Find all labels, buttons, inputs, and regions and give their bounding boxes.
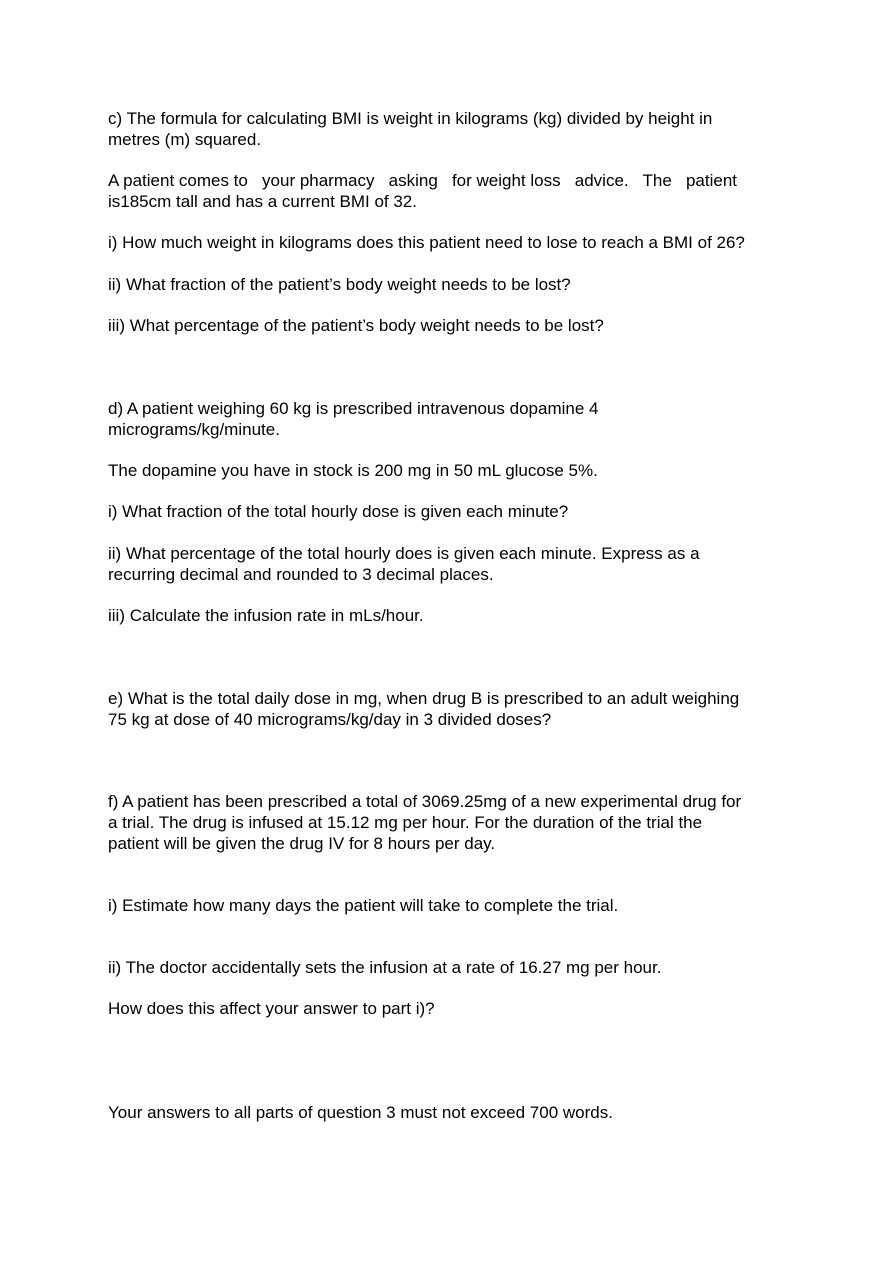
part-d-question-2-line1: ii) What percentage of the total hourly does is given each minute. Express as a	[108, 544, 700, 563]
part-f-intro-line3: patient will be given the drug IV for 8 hours per day.	[108, 834, 496, 853]
part-c-question-2: ii) What fraction of the patient’s body weight needs to be lost?	[108, 275, 571, 294]
part-d-question-3: iii) Calculate the infusion rate in mLs/hour.	[108, 606, 424, 625]
part-f-question-2: ii) The doctor accidentally sets the infusion at a rate of 16.27 mg per hour.	[108, 958, 662, 977]
part-f-intro-line1: f) A patient has been prescribed a total of 3069.25mg of a new experimental drug for	[108, 792, 742, 811]
part-d-intro-line2: micrograms/kg/minute.	[108, 420, 280, 439]
part-e-line2: 75 kg at dose of 40 micrograms/kg/day in 3 divided doses?	[108, 710, 552, 729]
part-f-question-2-follow: How does this affect your answer to part i)?	[108, 999, 435, 1018]
part-d-question-1: i) What fraction of the total hourly dose is given each minute?	[108, 502, 569, 521]
part-c-intro-line2: metres (m) squared.	[108, 130, 262, 149]
part-f-intro-line2: a trial. The drug is infused at 15.12 mg per hour. For the duration of the trial the	[108, 813, 703, 832]
part-c-question-1: i) How much weight in kilograms does this patient need to lose to reach a BMI of 26?	[108, 233, 745, 252]
part-c-scenario-line1: A patient comes to your pharmacy asking for weight loss advice. The patient	[108, 171, 737, 190]
part-f-question-1: i) Estimate how many days the patient will take to complete the trial.	[108, 896, 619, 915]
part-d-stock: The dopamine you have in stock is 200 mg in 50 mL glucose 5%.	[108, 461, 598, 480]
part-d-intro-line1: d) A patient weighing 60 kg is prescribed intravenous dopamine 4	[108, 399, 599, 418]
word-limit-note: Your answers to all parts of question 3 must not exceed 700 words.	[108, 1103, 613, 1122]
part-c-question-3: iii) What percentage of the patient’s body weight needs to be lost?	[108, 316, 604, 335]
part-d-question-2-line2: recurring decimal and rounded to 3 decimal places.	[108, 565, 494, 584]
part-c-intro-line1: c) The formula for calculating BMI is weight in kilograms (kg) divided by height in	[108, 109, 713, 128]
part-e-line1: e) What is the total daily dose in mg, when drug B is prescribed to an adult weighing	[108, 689, 740, 708]
part-c-scenario-line2: is185cm tall and has a current BMI of 32.	[108, 192, 417, 211]
